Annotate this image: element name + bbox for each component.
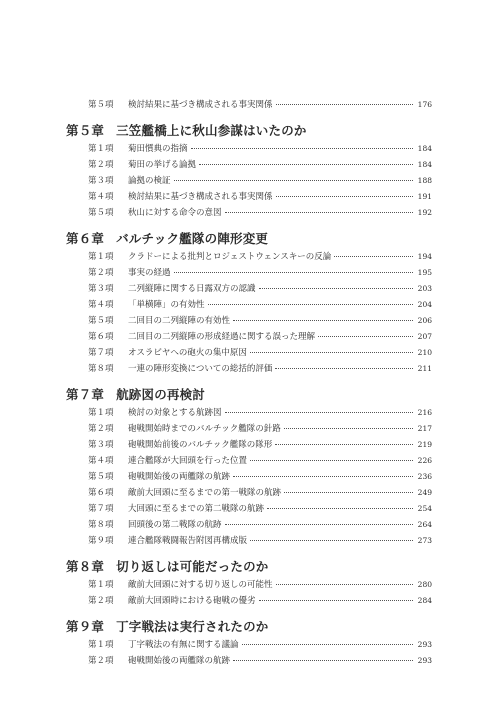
dot-leader [233,320,413,321]
toc-item[interactable] [66,157,432,173]
page-number: 216 [417,408,432,417]
toc-item[interactable] [66,141,432,157]
dot-leader [233,476,413,477]
item-title: 検討結果に基づき構成される事実関係 [128,100,273,110]
page-number: 203 [417,284,432,293]
table-of-contents [66,97,432,669]
chapter-number: 第５章 [66,123,105,138]
toc-item[interactable] [66,345,432,361]
chapter-number: 第６章 [66,231,105,246]
chapter-number: 第８章 [66,559,105,574]
toc-item[interactable] [66,189,432,205]
toc-item[interactable] [66,637,432,653]
item-number: 第５項 [88,100,114,110]
page-number: 195 [417,268,432,277]
item-title: 敵前大回頭時における砲戦の優劣 [128,596,256,606]
page-number: 226 [417,456,432,465]
item-number: 第２項 [88,160,114,170]
item-title: 秋山に対する命令の意図 [128,208,222,218]
toc-item[interactable] [66,313,432,329]
item-number: 第１項 [88,640,114,650]
item-title: 二回目の二列縦陣の有効性 [128,316,231,326]
chapter-title: バルチック艦隊の陣形変更 [116,231,269,246]
item-title: 敵前大回頭に対する切り返しの可能性 [128,580,273,590]
page-number: 192 [417,208,432,217]
dot-leader [276,104,413,105]
dot-leader [284,428,413,429]
item-title: 検討の対象とする航跡図 [128,408,222,418]
dot-leader [225,212,413,213]
page-number: 264 [417,520,432,529]
item-number: 第５項 [88,316,114,326]
chapter-title: 切り返しは可能だったのか [116,559,269,574]
page-number: 254 [417,504,432,513]
chapter-heading[interactable] [66,559,432,575]
item-number: 第４項 [88,300,114,310]
dot-leader [233,660,413,661]
dot-leader [275,444,413,445]
chapter-heading[interactable] [66,619,432,635]
item-number: 第１項 [88,252,114,262]
dot-leader [174,272,413,273]
toc-item[interactable] [66,437,432,453]
page-number: 188 [417,176,432,185]
item-number: 第３項 [88,440,114,450]
page-number: 210 [417,348,432,357]
item-title: 砲戦開始後の両艦隊の航跡 [128,656,231,666]
item-number: 第５項 [88,472,114,482]
item-title: 二列縦陣に関する日露双方の認識 [128,284,256,294]
item-title: 検討結果に基づき構成される事実関係 [128,192,273,202]
item-title: 連合艦隊戦闘報告附図再構成版 [128,536,248,546]
item-number: 第６項 [88,332,114,342]
chapter-title: 三笠艦橋上に秋山参謀はいたのか [116,123,307,138]
item-title: 一連の陣形変換についての総括的評価 [128,364,273,374]
item-number: 第１項 [88,408,114,418]
toc-item[interactable] [66,297,432,313]
item-title: 丁字戦法の有無に関する議論 [128,640,239,650]
dot-leader [250,352,413,353]
toc-item[interactable] [66,173,432,189]
chapter-title: 丁字戦法は実行されたのか [116,619,269,634]
toc-item[interactable] [66,501,432,517]
item-number: 第２項 [88,268,114,278]
dot-leader [199,164,413,165]
toc-item[interactable] [66,421,432,437]
dot-leader [174,180,413,181]
item-title: 回頭後の第二戦隊の航跡 [128,520,222,530]
chapter-heading[interactable] [66,387,432,403]
toc-item[interactable] [66,653,432,669]
dot-leader [276,196,413,197]
item-number: 第１項 [88,144,114,154]
page-number: 206 [417,316,432,325]
toc-item[interactable] [66,329,432,345]
chapter-number: 第９章 [66,619,105,634]
toc-item[interactable] [66,533,432,549]
toc-item[interactable] [66,517,432,533]
item-number: 第７項 [88,504,114,514]
page-number: 194 [417,252,432,261]
dot-leader [191,148,413,149]
chapter-heading[interactable] [66,123,432,139]
page-number: 219 [417,440,432,449]
item-title: 二回目の二列縦陣の形成経過に関する誤った理解 [128,332,316,342]
dot-leader [250,460,413,461]
page-number: 249 [417,488,432,497]
item-number: 第２項 [88,596,114,606]
page-number: 293 [417,656,432,665]
page-number: 204 [417,300,432,309]
item-number: 第５項 [88,208,114,218]
item-number: 第１項 [88,580,114,590]
toc-item[interactable] [66,361,432,377]
item-number: 第９項 [88,536,114,546]
item-title: 大回頭に至るまでの第二戦隊の航跡 [128,504,265,514]
toc-item[interactable] [66,249,432,265]
dot-leader [267,508,413,509]
item-number: 第８項 [88,364,114,374]
dot-leader [225,412,413,413]
item-number: 第３項 [88,176,114,186]
toc-item[interactable] [66,469,432,485]
dot-leader [259,600,413,601]
item-number: 第３項 [88,284,114,294]
item-number: 第２項 [88,656,114,666]
item-title: オスラビヤへの砲火の集中原因 [128,348,247,358]
item-number: 第４項 [88,456,114,466]
page-number: 176 [417,100,432,109]
item-title: 砲戦開始時までのバルチック艦隊の針路 [128,424,281,434]
toc-item[interactable] [66,265,432,281]
item-title: 連合艦隊が大回頭を行った位置 [128,456,248,466]
dot-leader [318,336,413,337]
item-number: 第８項 [88,520,114,530]
dot-leader [225,524,413,525]
toc-item[interactable] [66,453,432,469]
page-number: 211 [417,364,432,373]
item-title: 事実の経過 [128,268,171,278]
item-title: 「単横陣」の有効性 [128,300,205,310]
item-number: 第２項 [88,424,114,434]
toc-item[interactable] [66,577,432,593]
page-number: 184 [417,144,432,153]
page-number: 273 [417,536,432,545]
dot-leader [259,288,413,289]
item-title: 菊田の挙げる論拠 [128,160,197,170]
toc-item[interactable] [66,405,432,421]
page-number: 236 [417,472,432,481]
page-number: 280 [417,580,432,589]
item-number: 第６項 [88,488,114,498]
page-number: 191 [417,192,432,201]
item-number: 第４項 [88,192,114,202]
toc-item[interactable] [66,485,432,501]
item-title: 菊田慣典の指摘 [128,144,188,154]
dot-leader [334,256,413,257]
item-title: 砲戦開始前後のバルチック艦隊の隊形 [128,440,273,450]
dot-leader [208,304,413,305]
dot-leader [284,492,413,493]
toc-item[interactable] [66,97,432,113]
page-number: 217 [417,424,432,433]
toc-item[interactable] [66,593,432,609]
item-title: クラドーによる批判とロジェストウェンスキーの反論 [128,252,332,262]
dot-leader [250,540,413,541]
chapter-heading[interactable] [66,231,432,247]
page-number: 293 [417,640,432,649]
page-number: 184 [417,160,432,169]
page-number: 284 [417,596,432,605]
dot-leader [242,644,413,645]
chapter-number: 第７章 [66,387,105,402]
toc-item[interactable] [66,205,432,221]
item-title: 論拠の検証 [128,176,171,186]
chapter-title: 航跡図の再検討 [116,387,206,402]
page-number: 207 [417,332,432,341]
dot-leader [276,584,413,585]
toc-item[interactable] [66,281,432,297]
item-title: 敵前大回頭に至るまでの第一戦隊の航跡 [128,488,282,498]
item-number: 第７項 [88,348,114,358]
item-title: 砲戦開始後の両艦隊の航跡 [128,472,231,482]
dot-leader [275,368,413,369]
